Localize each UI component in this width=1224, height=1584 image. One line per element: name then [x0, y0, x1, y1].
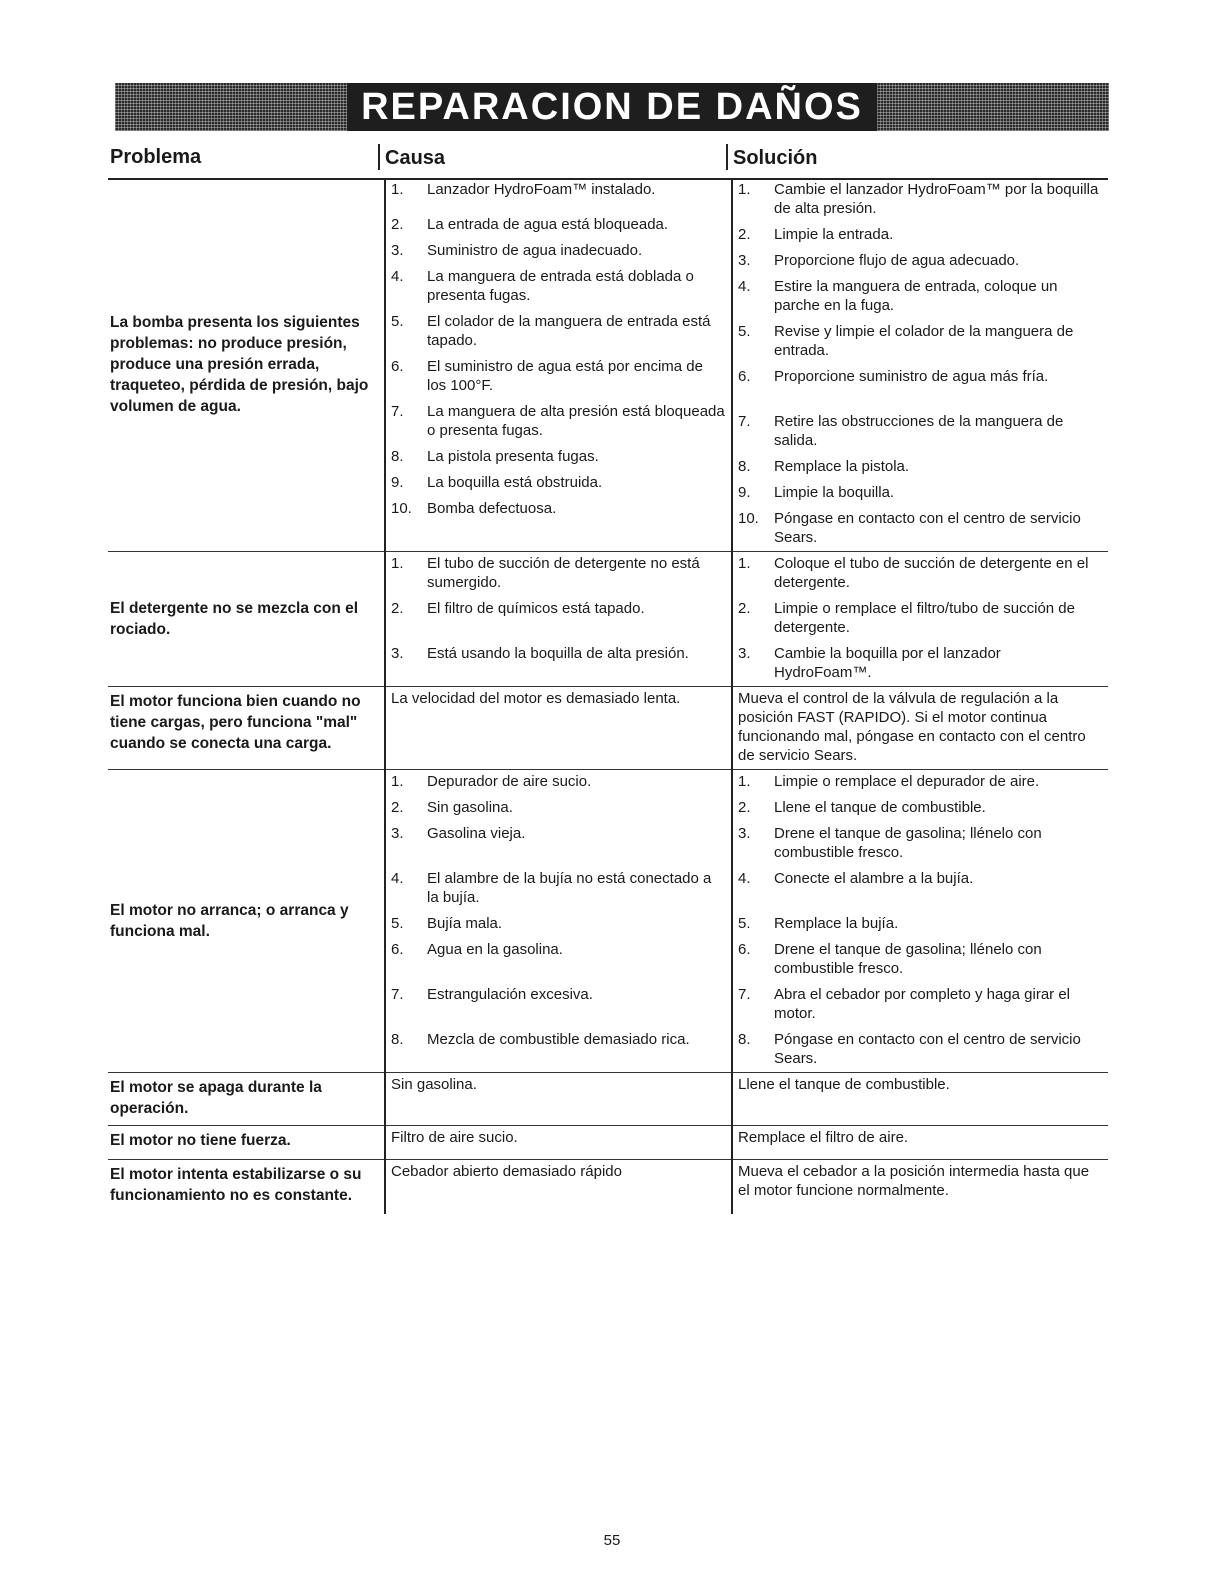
list-item: 7. La manguera de alta presión está bloqueada o presenta fugas.	[391, 403, 725, 439]
list-item: 2. Sin gasolina.	[391, 799, 513, 816]
list-item: 7. Retire las obstrucciones de la manguera de salida.	[738, 413, 1064, 449]
cause-cell	[385, 770, 732, 1073]
troubleshooting-table	[108, 178, 1108, 1214]
list-item: 5. Bujía mala.	[391, 915, 503, 932]
list-item: 3. Proporcione flujo de agua adecuado.	[738, 252, 1020, 269]
list-item: 3. Gasolina vieja.	[391, 825, 526, 842]
list-item: 1. Limpie o remplace el depurador de aire.	[738, 773, 1040, 790]
list-item: 4. La manguera de entrada está doblada o presenta fugas.	[391, 268, 694, 304]
list-item: 3. Está usando la boquilla de alta presión.	[391, 645, 689, 662]
list-item: 5. Revise y limpie el colador de la manguera de entrada.	[738, 323, 1074, 359]
title-banner	[115, 83, 1109, 131]
table-row	[108, 1073, 1108, 1126]
list-item: 6. Agua en la gasolina.	[391, 941, 563, 958]
list-item: 9. Limpie la boquilla.	[738, 484, 895, 501]
table-row	[108, 1160, 1108, 1215]
list-item: 1. El tubo de succión de detergente no está sumergido.	[391, 555, 700, 591]
list-item: 1. Cambie el lanzador HydroFoam™ por la boquilla de alta presión.	[738, 181, 1099, 217]
list-item: 4. Estire la manguera de entrada, coloque un parche en la fuga.	[738, 278, 1058, 314]
list-item: 9. La boquilla está obstruida.	[391, 474, 603, 491]
list-item: 1. Coloque el tubo de succión de detergente en el detergente.	[738, 555, 1089, 591]
cause-cell	[385, 552, 732, 687]
solution-cell: Llene el tanque de combustible.	[732, 1073, 1108, 1126]
page-title: REPARACION DE DAÑOS	[347, 83, 877, 131]
cause-cell	[385, 178, 732, 552]
cause-cell: Sin gasolina.	[385, 1073, 732, 1126]
list-item: 8. Mezcla de combustible demasiado rica.	[391, 1031, 690, 1048]
header-cause: Causa	[378, 144, 445, 170]
page-number: 55	[603, 1532, 621, 1549]
problem-cell: El motor no arranca; o arranca y funciona mal.	[108, 770, 385, 1073]
cause-cell: Cebador abierto demasiado rápido	[385, 1160, 732, 1215]
solution-cell	[732, 770, 1108, 1073]
list-item: 2. Llene el tanque de combustible.	[738, 799, 986, 816]
header-problem: Problema	[110, 146, 202, 168]
table-row	[108, 178, 1108, 552]
list-item: 8. Remplace la pistola.	[738, 458, 910, 475]
problem-cell: El motor no tiene fuerza.	[108, 1126, 385, 1160]
cause-cell: Filtro de aire sucio.	[385, 1126, 732, 1160]
list-item: 2. Limpie la entrada.	[738, 226, 894, 243]
cause-cell: La velocidad del motor es demasiado lenta.	[385, 687, 732, 770]
problem-cell: El motor intenta estabilizarse o su funcionamiento no es constante.	[110, 1166, 362, 1204]
list-item: 8. Póngase en contacto con el centro de servicio Sears.	[738, 1031, 1081, 1067]
table-row	[108, 770, 1108, 1073]
solution-cell: Mueva el control de la válvula de regulación a la posición FAST (RAPIDO). Si el motor continua funcionando mal, póngase en contacto con el centro de servicio Sears.	[732, 687, 1108, 770]
list-item: 3. Drene el tanque de gasolina; llénelo con combustible fresco.	[738, 825, 1042, 861]
list-item: 4. El alambre de la bujía no está conectado a la bujía.	[391, 870, 712, 906]
list-item: 3. Suministro de agua inadecuado.	[391, 242, 643, 259]
list-item: 5. El colador de la manguera de entrada está tapado.	[391, 313, 711, 349]
header-solution: Solución	[726, 144, 817, 170]
solution-cell	[732, 552, 1108, 687]
problem-cell: El detergente no se mezcla con el rociado.	[108, 552, 385, 687]
list-item: 1. Lanzador HydroFoam™ instalado.	[391, 181, 656, 198]
list-item: 3. Cambie la boquilla por el lanzador HydroFoam™.	[738, 645, 1001, 681]
list-item: 5. Remplace la bujía.	[738, 915, 899, 932]
list-item: 2. La entrada de agua está bloqueada.	[391, 216, 669, 233]
list-item: 10. Bomba defectuosa.	[391, 500, 557, 517]
column-headers	[108, 140, 1108, 180]
list-item: 10. Póngase en contacto con el centro de servicio Sears.	[738, 510, 1081, 546]
list-item: 7. Abra el cebador por completo y haga girar el motor.	[738, 986, 1071, 1022]
table-row	[108, 1126, 1108, 1160]
list-item: 6. Drene el tanque de gasolina; llénelo con combustible fresco.	[738, 941, 1042, 977]
list-item: 7. Estrangulación excesiva.	[391, 986, 593, 1003]
table-row	[108, 552, 1108, 687]
list-item: 1. Depurador de aire sucio.	[391, 773, 592, 790]
list-item: 6. El suministro de agua está por encima de los 100°F.	[391, 358, 703, 394]
problem-cell: La bomba presenta los siguientes problemas: no produce presión, produce una presión errada, traqueteo, pérdida de presión, bajo volumen de agua.	[108, 178, 385, 552]
solution-cell: Remplace el filtro de aire.	[732, 1126, 1108, 1160]
problem-cell: El motor funciona bien cuando no tiene cargas, pero funciona "mal" cuando se conecta una carga.	[108, 687, 385, 770]
table-row	[108, 687, 1108, 770]
problem-cell: El motor se apaga durante la operación.	[108, 1073, 385, 1126]
list-item: 6. Proporcione suministro de agua más fría.	[738, 368, 1049, 385]
list-item: 4. Conecte el alambre a la bujía.	[738, 870, 974, 887]
list-item: 8. La pistola presenta fugas.	[391, 448, 599, 465]
list-item: 2. El filtro de químicos está tapado.	[391, 600, 645, 617]
solution-cell	[732, 178, 1108, 552]
solution-cell: Mueva el cebador a la posición intermedia hasta que el motor funcione normalmente.	[732, 1160, 1108, 1215]
list-item: 2. Limpie o remplace el filtro/tubo de succión de detergente.	[738, 600, 1075, 636]
